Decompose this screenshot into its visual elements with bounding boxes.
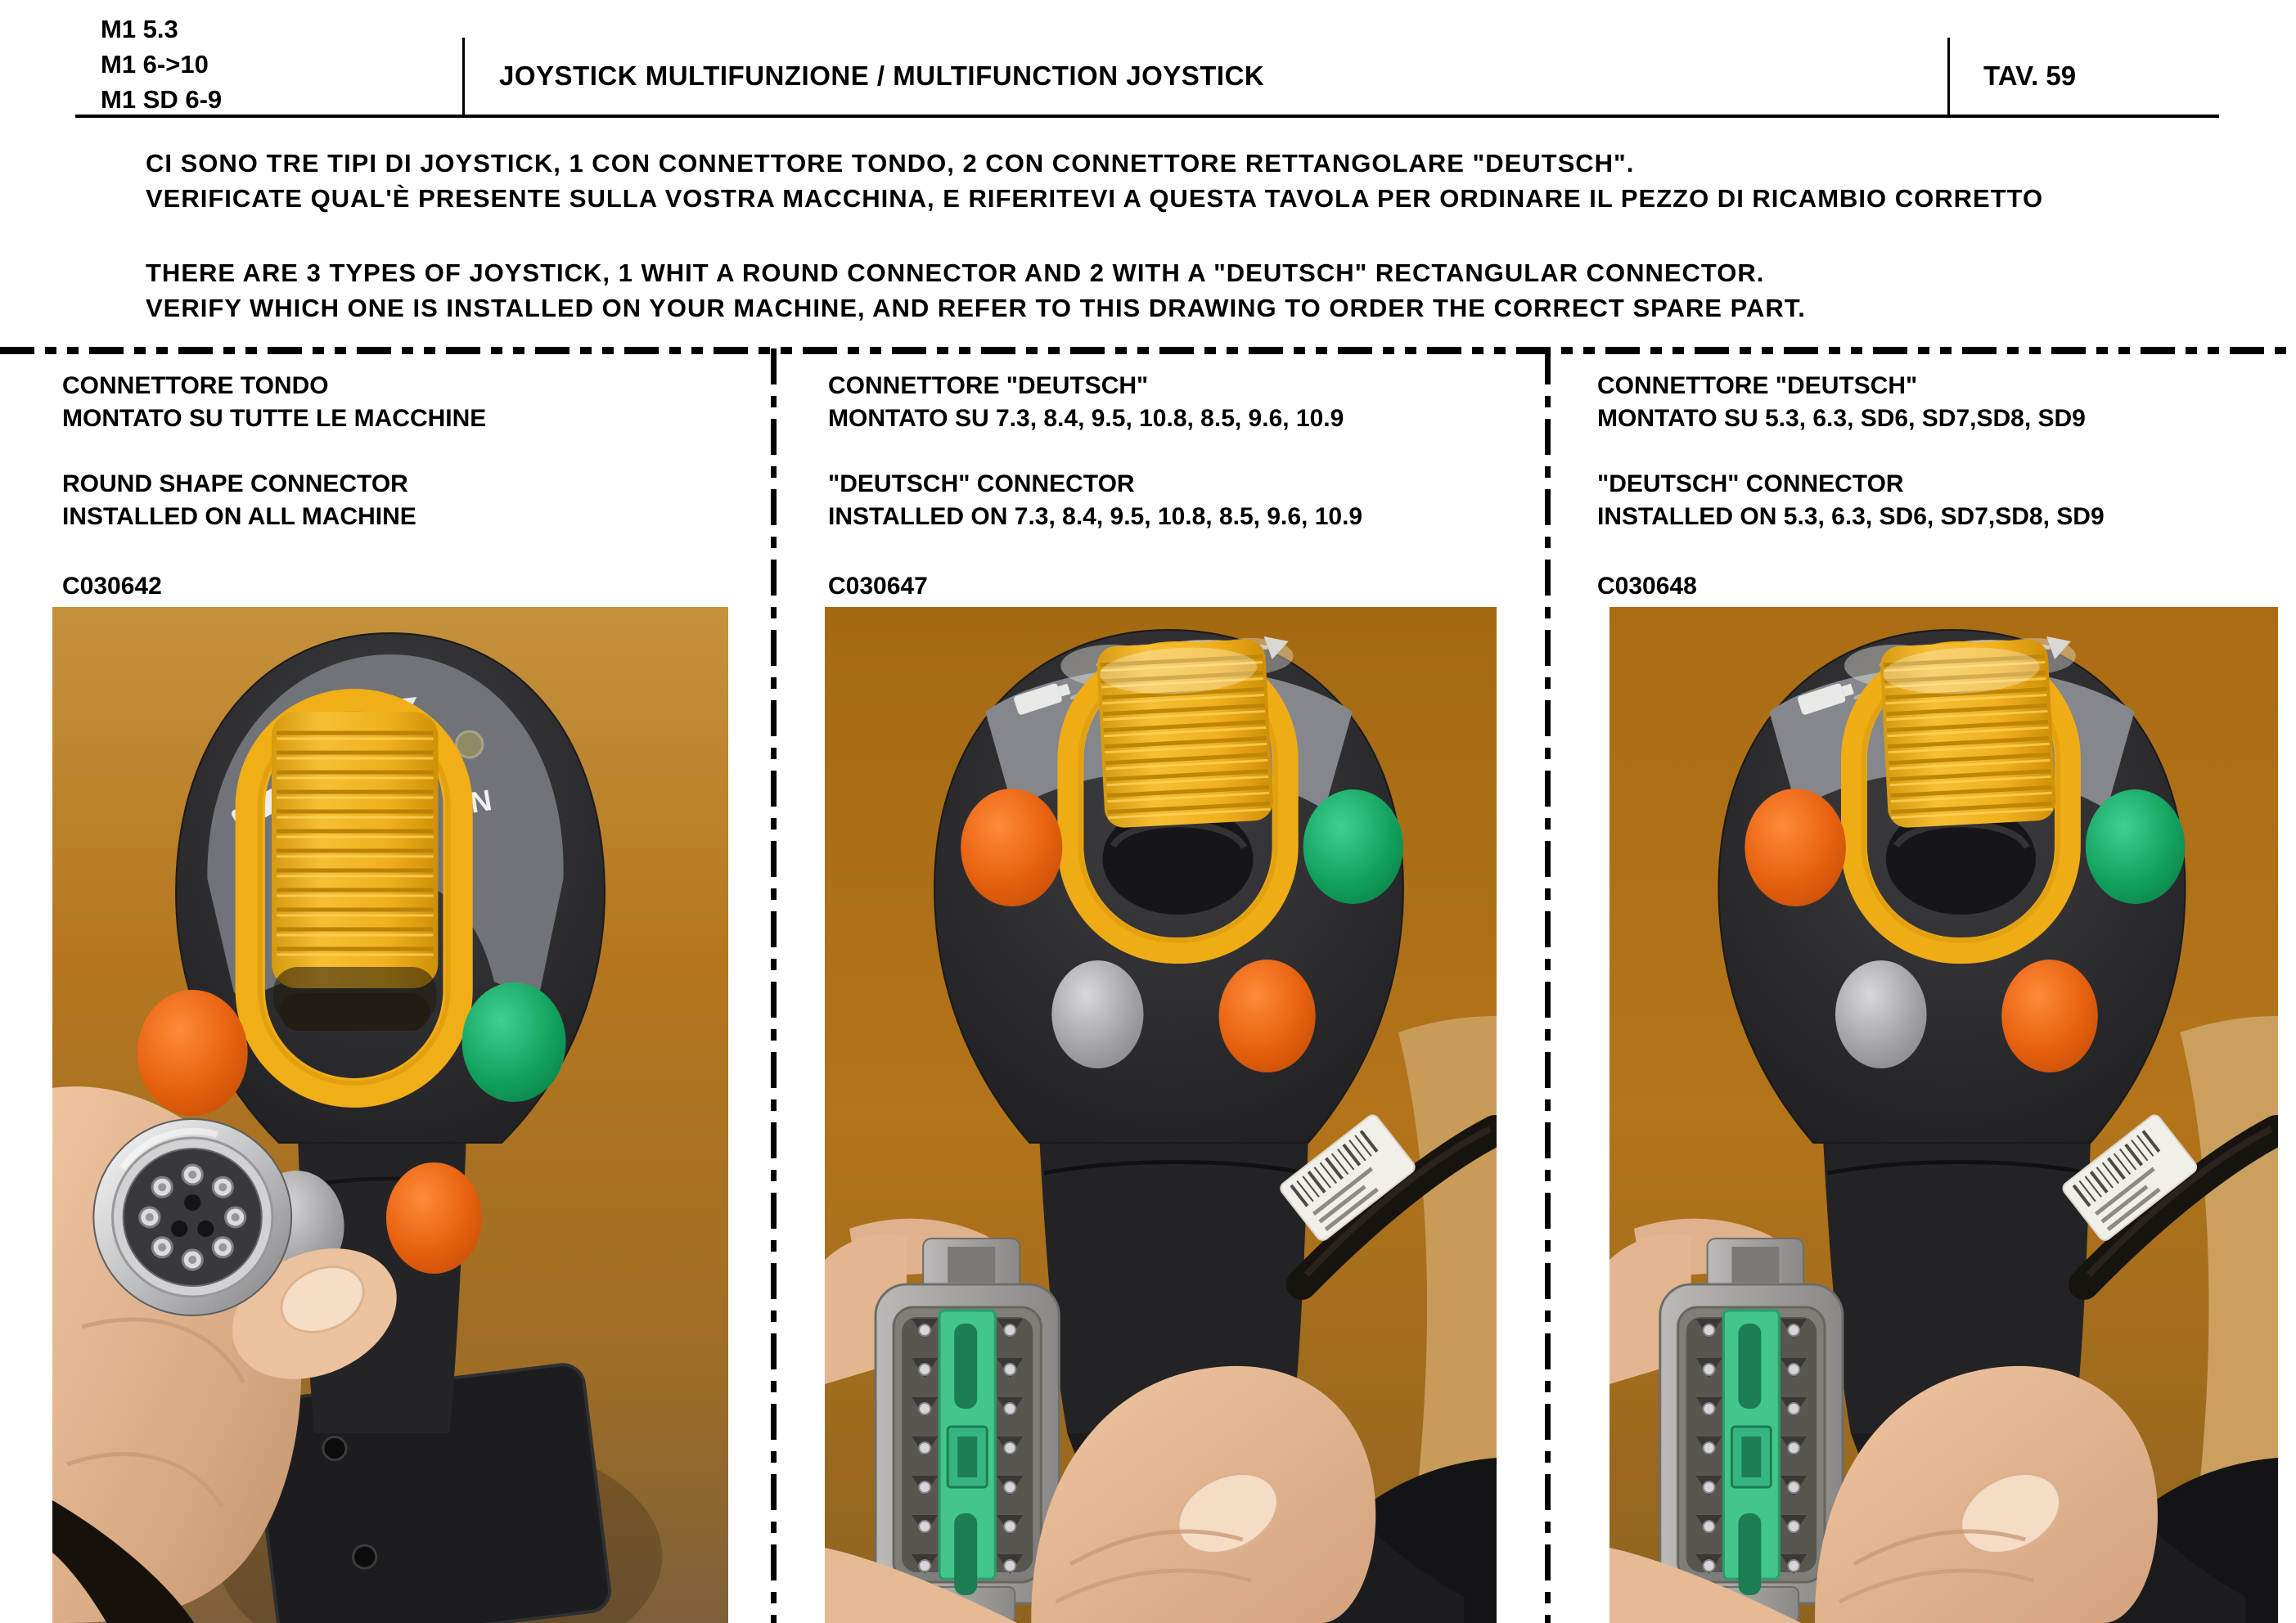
caption-it-title: CONNETTORE "DEUTSCH" [828, 372, 1149, 399]
gray-button [1051, 960, 1143, 1068]
caption-spacer [62, 435, 486, 468]
gray-button [1835, 960, 1927, 1068]
intro-english [146, 255, 1806, 326]
section-divider [0, 347, 2296, 354]
caption-en-sub: INSTALLED ON 5.3, 6.3, SD6, SD7,SD8, SD9 [1597, 503, 2105, 530]
roller-wheel [1096, 638, 1274, 828]
part-code: C030647 [828, 573, 928, 600]
part-code: C030648 [1597, 573, 1697, 600]
caption-deutsch-connector-2 [1597, 370, 2105, 603]
orange-button-left [961, 789, 1062, 906]
round-connector [93, 1119, 291, 1315]
orange-button-bottom [386, 1162, 482, 1274]
caption-en-sub: INSTALLED ON ALL MACHINE [62, 503, 416, 530]
orange-button-bottom [1219, 960, 1316, 1072]
caption-spacer [828, 435, 1362, 468]
model-item: M1 5.3 [101, 15, 178, 43]
model-list [101, 11, 222, 117]
on-indicator-label: ON [444, 783, 494, 823]
intro-line-en-1: THERE ARE 3 TYPES OF JOYSTICK, 1 WHIT A ROUND CONNECTOR AND 2 WITH A "DEUTSCH" RECTANGULAR CONNECTOR. [146, 259, 1765, 287]
caption-it-sub: MONTATO SU 5.3, 6.3, SD6, SD7,SD8, SD9 [1597, 405, 2086, 432]
caption-en-sub: INSTALLED ON 7.3, 8.4, 9.5, 10.8, 8.5, 9.6, 10.9 [828, 503, 1363, 530]
caption-en-title: ROUND SHAPE CONNECTOR [62, 470, 408, 497]
caption-it-title: CONNETTORE TONDO [62, 372, 329, 399]
caption-deutsch-connector-1 [828, 370, 1362, 603]
orange-button-left [1745, 789, 1846, 906]
part-code: C030642 [62, 573, 162, 600]
column-divider-2 [1545, 348, 1551, 1623]
header-divider-right [1947, 38, 1950, 115]
header-rule [75, 115, 2219, 118]
roller-wheel [1880, 638, 2057, 828]
intro-italian [146, 146, 2043, 216]
green-button-right [2086, 789, 2186, 904]
intro-line-en-2: VERIFY WHICH ONE IS INSTALLED ON YOUR MACHINE, AND REFER TO THIS DRAWING TO ORDER THE CORRECT SPARE PART. [146, 294, 1806, 322]
caption-en-title: "DEUTSCH" CONNECTOR [828, 470, 1135, 497]
deutsch-joystick-illustration [825, 607, 1497, 1623]
caption-spacer [1597, 435, 2105, 468]
deutsch-connector [1660, 1239, 1843, 1623]
model-item: M1 SD 6-9 [101, 85, 223, 114]
column-divider-1 [771, 348, 777, 1623]
caption-it-sub: MONTATO SU TUTTE LE MACCHINE [62, 405, 487, 432]
intro-line-it-1: CI SONO TRE TIPI DI JOYSTICK, 1 CON CONNETTORE TONDO, 2 CON CONNETTORE RETTANGOLARE "DEUTSCH". [146, 149, 1635, 178]
caption-it-sub: MONTATO SU 7.3, 8.4, 9.5, 10.8, 8.5, 9.6, 10.9 [828, 405, 1344, 432]
orange-button-bottom [2001, 960, 2098, 1072]
photo-deutsch-connector-joystick-1 [825, 607, 1497, 1623]
deutsch-joystick-illustration [1609, 607, 2278, 1623]
header-divider-left [462, 38, 465, 115]
caption-it-title: CONNETTORE "DEUTSCH" [1597, 372, 1918, 399]
deutsch-connector [876, 1239, 1059, 1623]
round-joystick-illustration [52, 607, 728, 1623]
on-led-icon [457, 731, 483, 758]
caption-en-title: "DEUTSCH" CONNECTOR [1597, 470, 1904, 497]
green-button-right [462, 982, 566, 1102]
intro-line-it-2: VERIFICATE QUAL'È PRESENTE SULLA VOSTRA MACCHINA, E RIFERITEVI A QUESTA TAVOLA PER ORDINARE IL PEZZO DI RICAMBIO CORRETTO [146, 184, 2044, 213]
plate-number: TAV. 59 [1983, 61, 2077, 91]
green-button-right [1303, 789, 1403, 904]
page-title: JOYSTICK MULTIFUNZIONE / MULTIFUNCTION JOYSTICK [499, 61, 1265, 91]
photo-round-connector-joystick [52, 607, 728, 1623]
orange-button-left [137, 990, 248, 1116]
caption-round-connector [62, 370, 486, 603]
photo-deutsch-connector-joystick-2 [1609, 607, 2278, 1623]
model-item: M1 6->10 [101, 50, 209, 79]
